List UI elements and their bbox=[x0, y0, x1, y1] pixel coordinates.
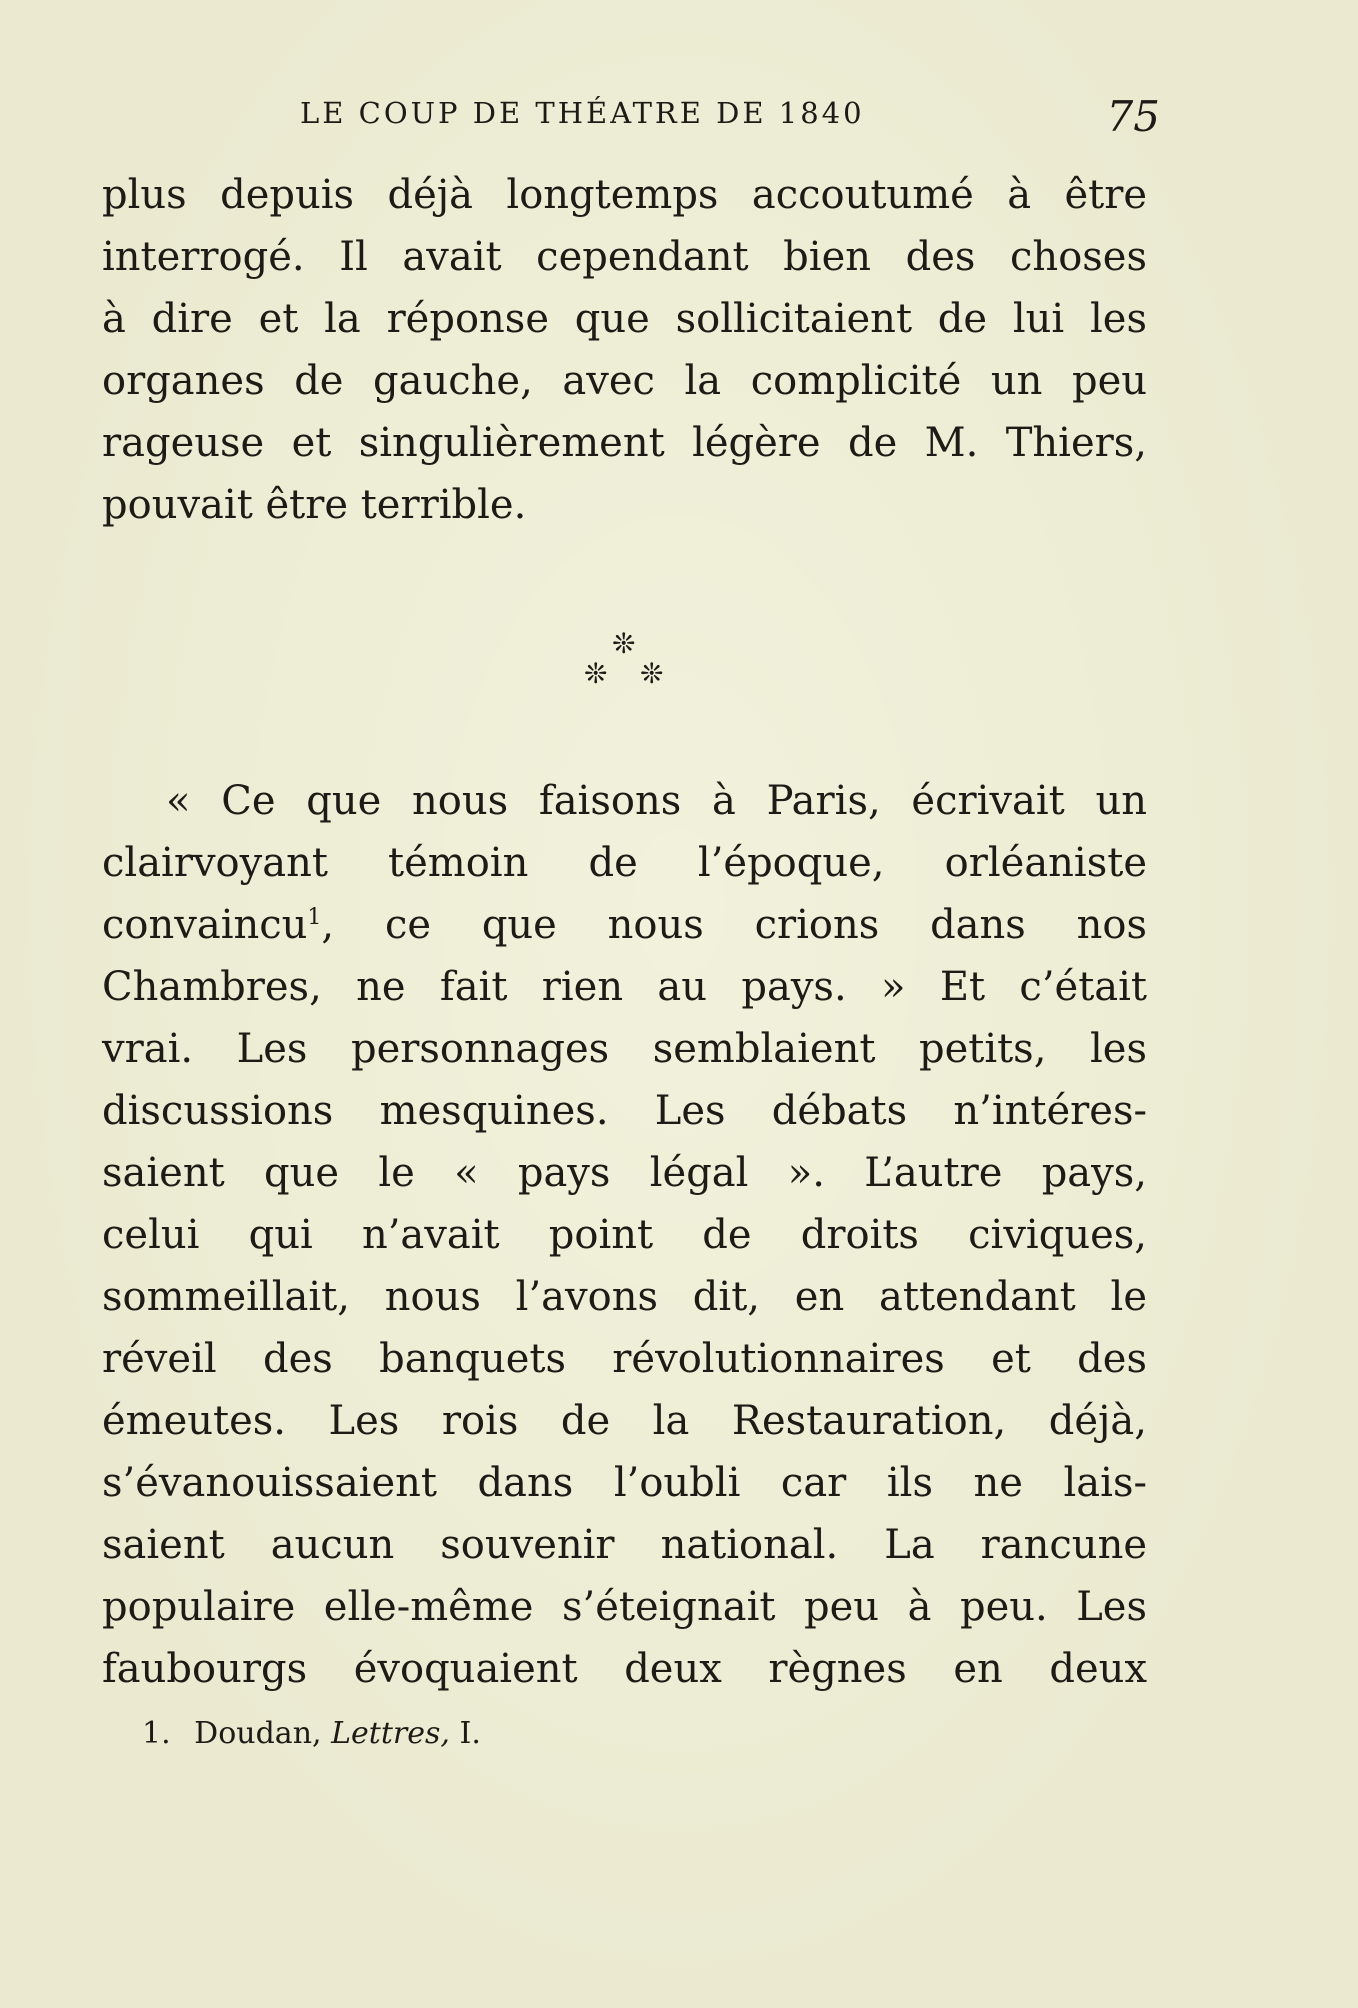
running-title: LE COUP DE THÉATRE DE 1840 bbox=[300, 96, 865, 130]
text-line: interrogé. Il avait cependant bien des choses bbox=[102, 234, 1147, 280]
text-line: organes de gauche, avec la complicité un peu bbox=[102, 358, 1147, 404]
text-segment: , ce que nous crions dans nos bbox=[321, 902, 1147, 948]
text-line: plus depuis déjà longtemps accoutumé à être bbox=[102, 172, 1147, 218]
text-line: Chambres, ne fait rien au pays. » Et c’était bbox=[102, 964, 1147, 1010]
text-line-with-note bbox=[102, 894, 1147, 956]
footnote-reference: 1 bbox=[307, 905, 322, 930]
page-number: 75 bbox=[1106, 92, 1160, 141]
footnote-volume: I. bbox=[459, 1716, 481, 1751]
text-line: faubourgs évoquaient deux règnes en deux bbox=[102, 1646, 1147, 1692]
asterisk-ornament-icon: ❊ bbox=[584, 657, 608, 690]
text-line: émeutes. Les rois de la Restauration, déjà, bbox=[102, 1398, 1147, 1444]
text-line: vrai. Les personnages semblaient petits, les bbox=[102, 1026, 1147, 1072]
asterisk-ornament-icon: ❊ bbox=[612, 627, 636, 660]
text-line: clairvoyant témoin de l’époque, orléaniste bbox=[102, 840, 1147, 886]
text-line: s’évanouissaient dans l’oubli car ils ne lais- bbox=[102, 1460, 1147, 1506]
text-line: réveil des banquets révolutionnaires et des bbox=[102, 1336, 1147, 1382]
asterism-section-break bbox=[570, 627, 664, 700]
text-line: saient que le « pays légal ». L’autre pays, bbox=[102, 1150, 1147, 1196]
paragraph-quote bbox=[102, 770, 1147, 1700]
text-line: rageuse et singulièrement légère de M. Thiers, bbox=[102, 420, 1147, 466]
text-line: celui qui n’avait point de droits civiques, bbox=[102, 1212, 1147, 1258]
footnote-number: 1. bbox=[142, 1716, 171, 1751]
text-segment: convaincu bbox=[102, 902, 308, 948]
footnote-title: Lettres, bbox=[331, 1716, 450, 1751]
text-line: « Ce que nous faisons à Paris, écrivait un bbox=[166, 778, 1147, 824]
text-line: populaire elle-même s’éteignait peu à peu. Les bbox=[102, 1584, 1147, 1630]
text-line: saient aucun souvenir national. La rancune bbox=[102, 1522, 1147, 1568]
running-head bbox=[300, 92, 1160, 140]
text-line: pouvait être terrible. bbox=[102, 482, 527, 528]
text-line: sommeillait, nous l’avons dit, en attendant le bbox=[102, 1274, 1147, 1320]
footnote-author: Doudan, bbox=[194, 1716, 322, 1751]
text-line: à dire et la réponse que sollicitaient de lui les bbox=[102, 296, 1147, 342]
footnote bbox=[142, 1716, 481, 1751]
asterisk-ornament-icon: ❊ bbox=[640, 657, 664, 690]
text-line: discussions mesquines. Les débats n’intéres- bbox=[102, 1088, 1147, 1134]
paragraph-continued bbox=[102, 164, 1147, 536]
